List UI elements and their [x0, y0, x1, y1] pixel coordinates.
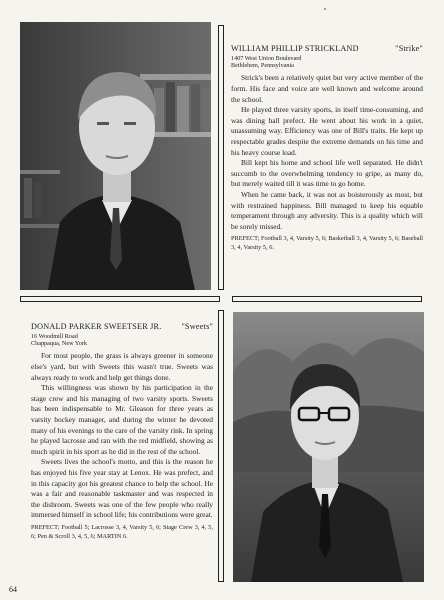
name-row	[231, 44, 423, 55]
vertical-rule-top	[218, 25, 224, 290]
student-name: DONALD PARKER SWEETSER JR.	[31, 322, 162, 331]
activities-list: PREFECT; Football 3, 4, Varsity 5, 6; Basketball 3, 4, Varsity 5, 6; Baseball 3, 4, Varsity 5, 6.	[231, 235, 423, 251]
address-line: Bethlehem, Pennsylvania	[231, 62, 294, 69]
address-line: 1407 West Union Boulevard	[231, 54, 302, 62]
horizontal-rule-right	[232, 296, 422, 302]
bio-paragraph: Bill kept his home and school life well separated. He didn't succumb to the overwhelming tendency to gripe, as many do, but merely waited till it was time to go home.	[231, 158, 423, 189]
portrait-photo-sweetser	[233, 312, 424, 582]
portrait-photo-icon	[20, 22, 211, 290]
page-speck	[324, 8, 326, 10]
horizontal-rule-left	[20, 296, 220, 302]
page-number: 64	[9, 585, 17, 594]
portrait-photo-strickland	[20, 22, 211, 290]
bio-paragraph: This willingness was shown by his participation in the stage crew and his managing of two varsity sports. Sweets has been indispensable to Mr. Gleason for three years as varsity hockey manager, and during the winter he devoted many of his evenings to the care of the varsity rink. In spring he played lacrosse and ran with the red midfield, showing as much spirit in his sport as he did in the rest of the school.	[31, 383, 213, 456]
bio-paragraph: Strick's been a relatively quiet but very active member of the form. His face and voice are well known and welcome around the school.	[231, 73, 423, 104]
student-nickname: "Sweets"	[181, 322, 213, 331]
bio-paragraph: When he came back, it was not as boisterously as most, but with restrained happiness. Bill managed to keep his equable temperament through any adversity. This is a quality which will be sorely missed.	[231, 189, 423, 231]
address-line: 16 Woodmill Road	[31, 332, 78, 340]
portrait-photo-icon	[233, 312, 424, 582]
address-line: Chappaqua, New York	[31, 340, 88, 347]
bio-strickland	[231, 44, 423, 253]
bio-sweetser	[31, 322, 213, 541]
activities-list: PREFECT; Football 5; Lacrosse 3, 4, Varsity 5, 6; Stage Crew 3, 4, 5, 6; Pen & Scroll 3, 4, 5, 6; MARTIN 6.	[31, 523, 213, 540]
bio-paragraph: For most people, the grass is always greener in someone else's yard, but with Sweets this wasn't true. Sweets was always ready to work and help get things done.	[31, 351, 213, 382]
bio-paragraph: He played three varsity sports, in itself time-consuming, and was dining hall prefect. He went about his work in a quiet, unassuming way. Efficiency was one of Bill's traits. He kept up respectable grades despite the extreme demands on his time and his heavy course load.	[231, 105, 423, 157]
bio-paragraph: Sweets lives the school's motto, and this is the reason he has enjoyed his five year stay at Lenox. He was prefect, and in this capacity got his greatest chance to help the school. He was a fair and reasonable taskmaster and was respected in the dishroom. Sweets was one of the few people who really immersed himself in school life; his contributions were great.	[31, 457, 213, 520]
vertical-rule-bottom	[218, 310, 224, 582]
student-name: WILLIAM PHILLIP STRICKLAND	[231, 44, 359, 53]
name-row	[31, 322, 213, 333]
student-nickname: "Strike"	[395, 44, 423, 53]
